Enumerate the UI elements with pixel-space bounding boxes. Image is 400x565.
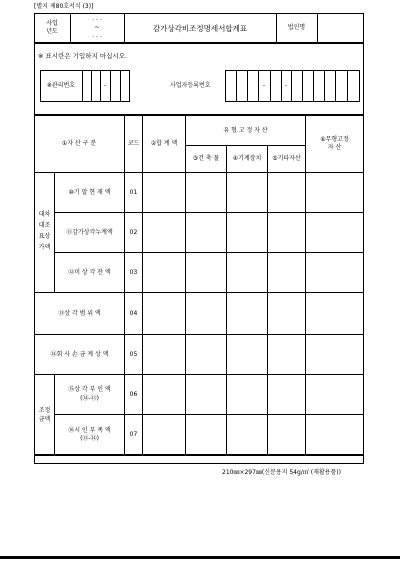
col-building: ③건 축 물 — [192, 155, 220, 162]
paper-spec-footer: 210㎜×297㎜(신문용지 54g/㎡ (재활용품)) — [222, 469, 341, 476]
row-label-01: ⑩기 말 현 재 액 — [68, 188, 111, 196]
notice-text: ※ 표시란은 기입하지 마십시오. — [38, 52, 128, 60]
row-code-03: 03 — [129, 268, 138, 276]
mgmt-number-dash: - — [103, 82, 107, 89]
page-edge-bar — [0, 556, 400, 559]
bizno-box[interactable] — [225, 70, 360, 102]
col-intangible-assets: ⑥무형고정 자 산 — [320, 135, 349, 151]
row-label-03: ⑫미 상 각 잔 액 — [68, 268, 111, 276]
col-asset-class: ①자 산 구 분 — [61, 140, 97, 147]
row-code-04: 04 — [129, 309, 138, 317]
col-code: 코드 — [127, 140, 140, 147]
row-label-02: ⑪감가상각누계액 — [66, 228, 113, 236]
col-other-assets: ⑤기타자산 — [272, 155, 301, 162]
row-label-07: ⑯시 인 부 족 액 (⑬-⑭) — [68, 426, 111, 442]
period-end[interactable]: . . . — [92, 31, 102, 39]
row-code-05: 05 — [129, 350, 138, 358]
row-code-06: 06 — [129, 390, 138, 398]
row-code-01: 01 — [129, 188, 138, 196]
corp-name-label: 법인명 — [287, 24, 306, 31]
row-label-04: ⑬상 각 범 위 액 — [58, 309, 101, 317]
bizno-label: 사업자등록번호 — [170, 82, 211, 89]
row-label-06: ⑮상 각 부 인 액 (⑭-⑬) — [68, 386, 111, 402]
form-reference: [별지 제80호서식 (3)] — [34, 3, 94, 10]
mgmt-number-label: ※관리번호 — [46, 82, 76, 89]
row-code-07: 07 — [129, 431, 138, 438]
period-sep: ~ — [94, 23, 100, 31]
row-code-02: 02 — [129, 228, 138, 236]
group-balance-sheet: 대차 대조 표상 가액 — [38, 211, 51, 251]
bottom-strip — [34, 455, 364, 464]
col-machinery: ④기계장치 — [232, 155, 262, 162]
group-adjustment: 조정 금액 — [38, 406, 51, 423]
period-start[interactable]: . . . — [92, 14, 102, 22]
bizno-dash-1: - — [262, 82, 266, 89]
col-total: ②합 계 액 — [150, 140, 178, 147]
corp-name-field[interactable] — [318, 14, 363, 42]
form-title: 감가상각비조정명세서합계표 — [152, 23, 248, 33]
row-label-05: ⑭회 사 손 금 계 상 액 — [50, 350, 109, 358]
business-year-label: 사업 년도 — [46, 20, 58, 35]
col-tangible-assets: 유 형 고 정 자 산 — [223, 127, 268, 134]
bizno-dash-2: - — [284, 82, 288, 89]
